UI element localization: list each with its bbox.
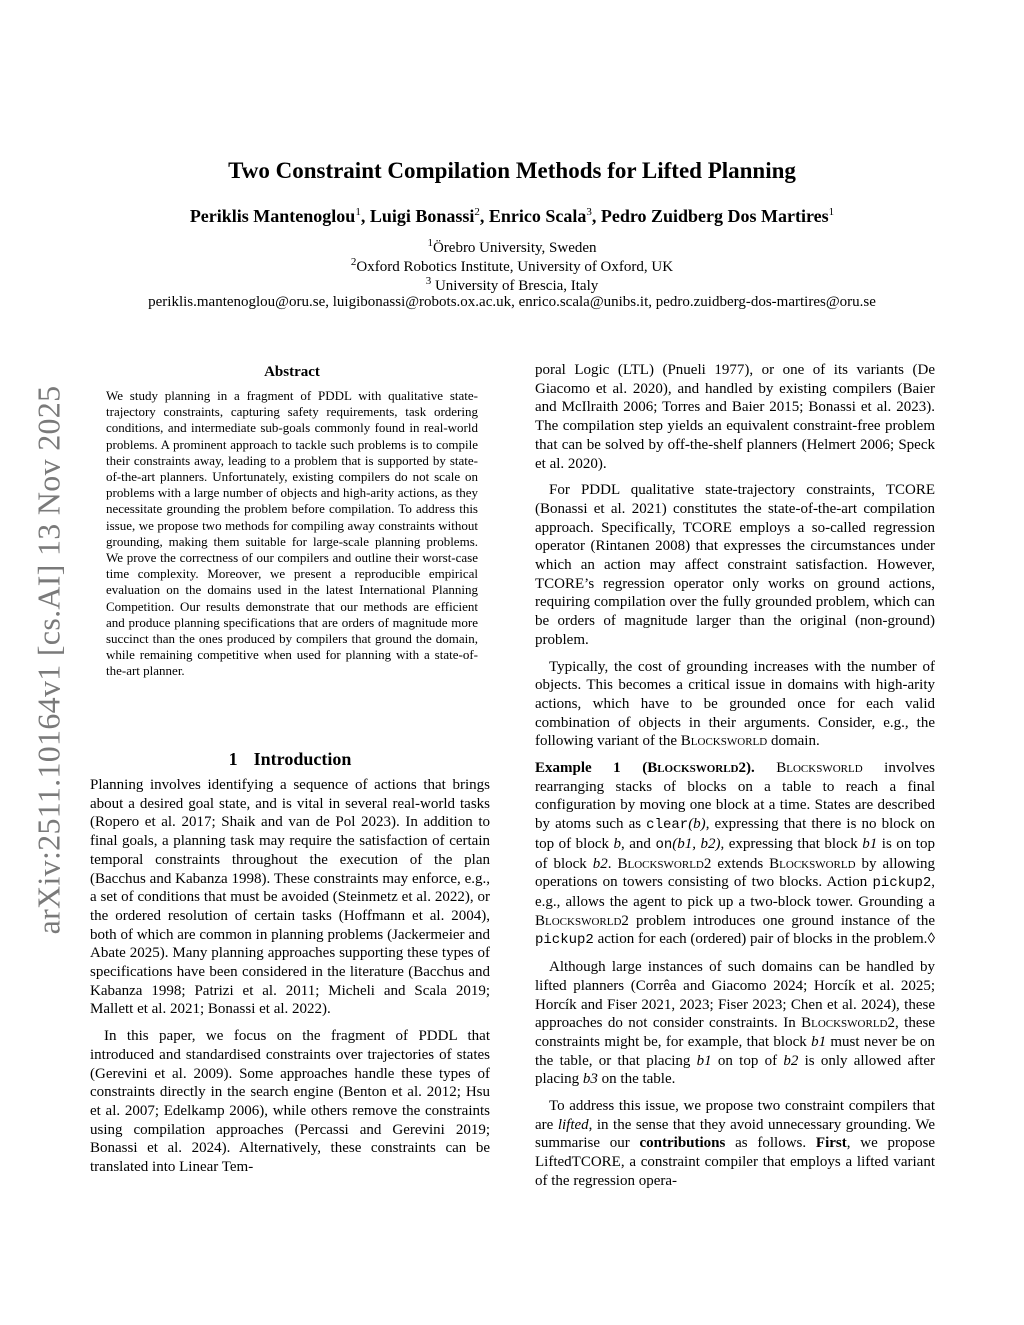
- affiliation: [0, 237, 1024, 257]
- author-emails: periklis.mantenoglou@oru.se, luigibonassi@robots.ox.ac.uk, enrico.scala@unibs.it, pedro.zuidberg-dos-martires@oru.se: [148, 294, 876, 310]
- abstract-heading: Abstract: [264, 364, 320, 380]
- author-affil-mark: 2: [474, 206, 480, 218]
- math-args: (b): [688, 816, 706, 833]
- author-list: [0, 206, 1024, 227]
- paragraph-text: , in the sense that they avoid unnecessary grounding. We summarise our: [535, 1116, 936, 1152]
- paragraph: In this paper, we focus on the fragment of PDDL that introduced and standardised constraints over trajectories of states (Gerevini et al. 2009). Some approaches handle these types of constraints directly in the search engine (Benton et al. 2012; Hsu et al. 2007; Edelkamp 2006), while others remove the constraints using compilation approaches (Percassi and Gerevini 2019; Bonassi et al. 2024). Alternatively, these constraints can be translated into Linear Tem-: [90, 1028, 490, 1176]
- paragraph-text: domain.: [767, 733, 820, 750]
- math-var: b2: [783, 1052, 799, 1069]
- math-args: (b1, b2): [672, 835, 721, 852]
- paragraph: Planning involves identifying a sequence of actions that brings about a desired goal state, and is vital in several real-world tasks (Ropero et al. 2017; Shaik and van de Pol 2023). In addition to final goals, a planning task may require the satisfaction of certain temporal constraints throughout the execution of the plan (Bacchus and Kabanza 1998). These constraints may enforce, e.g., a set of conditions that must be avoided (Steinmetz et al. 2022), or the ordered resolution of certain tasks (Hoffmann et al. 2004), both of which are common in planning problems (Jackermeier and Abate 2025). Many planning approaches supporting these types of specifications have been considered in the literature (Bacchus and Kabanza 1998; Patrizi et al. 2011; Micheli and Scala 2019; Mallett et al. 2021; Bonassi et al. 2022).: [90, 777, 490, 1018]
- example-block: [535, 759, 935, 950]
- left-column-body: [90, 776, 490, 1185]
- abstract-text: We study planning in a fragment of PDDL with qualitative state-trajectory constraints, capturing safety requirements, task ordering conditions, and intermediate sub-goals commonly found in real-world problems. A prominent approach to tackle such problems is to compile their constraints away, leading to a problem that is supported by state-of-the-art planners. Unfortunately, existing compilers do not scale on problems with a large number of objects and high-arity actions, as they necessitate grounding the problem before compilation. To address this issue, we propose two methods for compiling away constraints without grounding, making them suitable for large-scale planning problems. We prove the correctness of our compilers and outline their worst-case time complexity. Moreover, we present a reproducible empirical evaluation on the domains used in the latest International Planning Competition. Our results demonstrate that our methods are efficient and produce planning specifications that are orders of magnitude more succinct than the ones produced by compilers that ground the domain, while remaining competitive when used for planning with a state-of-the-art planner.: [106, 388, 478, 679]
- example-name: Blocksworld2: [647, 760, 746, 777]
- math-var: b3: [582, 1071, 598, 1088]
- section-number: 1: [228, 749, 238, 769]
- author-name: Enrico Scala: [488, 206, 587, 226]
- paragraph: [535, 958, 935, 1089]
- section-heading-introduction: [90, 749, 490, 770]
- example-text: , and: [621, 835, 656, 852]
- affil-mark: 3: [425, 275, 432, 287]
- example-label: Example 1: [535, 760, 621, 777]
- example-punct: ).: [746, 760, 777, 777]
- affiliation: [0, 256, 1024, 276]
- paragraph-text: Typically, the cost of grounding increases with the number of objects. This becomes a critical issue in domains with high-arity actions, which have to be grounded once for each valid combination of objects in their arguments. Consider, e.g., the following variant of the: [535, 658, 935, 750]
- example-punct: (: [620, 760, 648, 777]
- emphasis: lifted: [557, 1116, 589, 1133]
- paragraph-text: must never be on the table, or that placing: [535, 1033, 936, 1069]
- example-text: , e.g., allows the agent to pick up a two-block tower. Grounding a: [535, 874, 935, 910]
- author-separator: ,: [479, 206, 489, 226]
- affil-text: University of Brescia, Italy: [431, 278, 599, 294]
- paragraph-text: Although large instances of such domains can be handled by lifted planners (Corrêa and Giacomo 2024; Horcík et al. 2025; Horcík and Fiser 2021, 2023; Fiser 2023; Chen et al. 2024), these approaches do not consider constraints. In: [535, 959, 935, 1032]
- paragraph-text: is only allowed after placing: [535, 1052, 935, 1088]
- paragraph: [535, 658, 935, 752]
- author-separator: ,: [360, 206, 370, 226]
- affil-text: Örebro University, Sweden: [432, 240, 597, 256]
- affil-text: Oxford Robotics Institute, University of Oxford, UK: [356, 259, 674, 275]
- math-var: b2: [592, 855, 608, 872]
- affil-mark: 1: [427, 237, 433, 249]
- right-column-body: [535, 361, 935, 1199]
- example-text: involves rearranging stacks of blocks on a table to reach a final configuration by moving one block at a time. States are described by atoms such as: [535, 760, 936, 833]
- domain-name: Blocksworld: [680, 733, 768, 750]
- paragraph-text: as follows.: [725, 1135, 816, 1152]
- predicate: on: [655, 836, 673, 853]
- math-var: b1: [696, 1052, 712, 1069]
- arxiv-watermark: arXiv:2511.10164v1 [cs.AI] 13 Nov 2025: [30, 385, 67, 935]
- section-title: Introduction: [253, 749, 352, 769]
- paragraph-text: , we propose LiftedTCORE, a constraint compiler that employs a lifted variant of the regression opera-: [535, 1135, 936, 1189]
- action-name: pickup2: [535, 932, 594, 949]
- domain-name: Blocksworld2: [617, 855, 712, 872]
- affil-mark: 2: [350, 256, 357, 268]
- domain-name: Blocksworld: [769, 855, 856, 872]
- domain-name: Blocksworld2: [801, 1015, 896, 1032]
- math-var: b: [613, 835, 622, 852]
- bold-term: First: [815, 1135, 847, 1152]
- author-affil-mark: 3: [586, 206, 592, 218]
- action-name: pickup2: [872, 875, 932, 892]
- paragraph-text: , these constraints might be, for example, that block: [535, 1015, 935, 1050]
- example-text: , expressing that block: [720, 835, 863, 852]
- example-text: action for each (ordered) pair of blocks in the problem.: [593, 931, 928, 948]
- paragraph: [535, 1097, 935, 1191]
- math-var: b1: [862, 835, 878, 852]
- paragraph-text: To address this issue, we propose two constraint compilers that are: [535, 1098, 935, 1133]
- domain-name: Blocksworld: [776, 760, 863, 777]
- example-text: extends: [711, 855, 770, 872]
- math-var: b1: [811, 1033, 827, 1050]
- paragraph: poral Logic (LTL) (Pnueli 1977), or one of its variants (De Giacomo et al. 2020), and handled by existing compilers (Baier and McIlraith 2006; Torres and Baier 2015; Bonassi et al. 2023). The compilation step yields an equivalent constraint-free problem that can be solved by off-the-shelf planners (Helmert 2006; Speck et al. 2020).: [535, 362, 935, 472]
- author-affil-mark: 1: [355, 206, 361, 218]
- paragraph-text: on top of: [711, 1052, 784, 1069]
- end-of-example-icon: ◊: [927, 931, 935, 948]
- predicate: clear: [646, 817, 689, 834]
- paragraph-text: on the table.: [597, 1071, 676, 1088]
- author-separator: ,: [591, 206, 601, 226]
- affiliation: [0, 275, 1024, 295]
- example-text: is on top of block: [535, 835, 935, 872]
- author-name: Pedro Zuidberg Dos Martires: [600, 206, 829, 226]
- bold-term: contributions: [639, 1135, 726, 1152]
- domain-name: Blocksworld2: [535, 912, 629, 929]
- example-text: by allowing operations on towers consisting of two blocks. Action: [535, 855, 935, 891]
- example-text: .: [607, 855, 618, 872]
- author-name: Luigi Bonassi: [369, 206, 475, 226]
- author-affil-mark: 1: [828, 206, 835, 218]
- example-text: problem introduces one ground instance of the: [628, 912, 935, 929]
- author-name: Periklis Mantenoglou: [189, 206, 356, 226]
- paper-title: Two Constraint Compilation Methods for Lifted Planning: [228, 158, 796, 183]
- paragraph: For PDDL qualitative state-trajectory constraints, TCORE (Bonassi et al. 2021) constitutes the state-of-the-art compilation approach. Specifically, TCORE employs a so-called regression operator (Rintanen 2008) that expresses the circumstances under which an action may affect constraint satisfaction. However, TCORE’s regression operator only works on ground actions, requiring compilation over the fully grounded problem, which can be orders of magnitude larger than the original (non-ground) problem.: [535, 482, 935, 648]
- example-text: , expressing that there is no block on top of block: [535, 816, 935, 852]
